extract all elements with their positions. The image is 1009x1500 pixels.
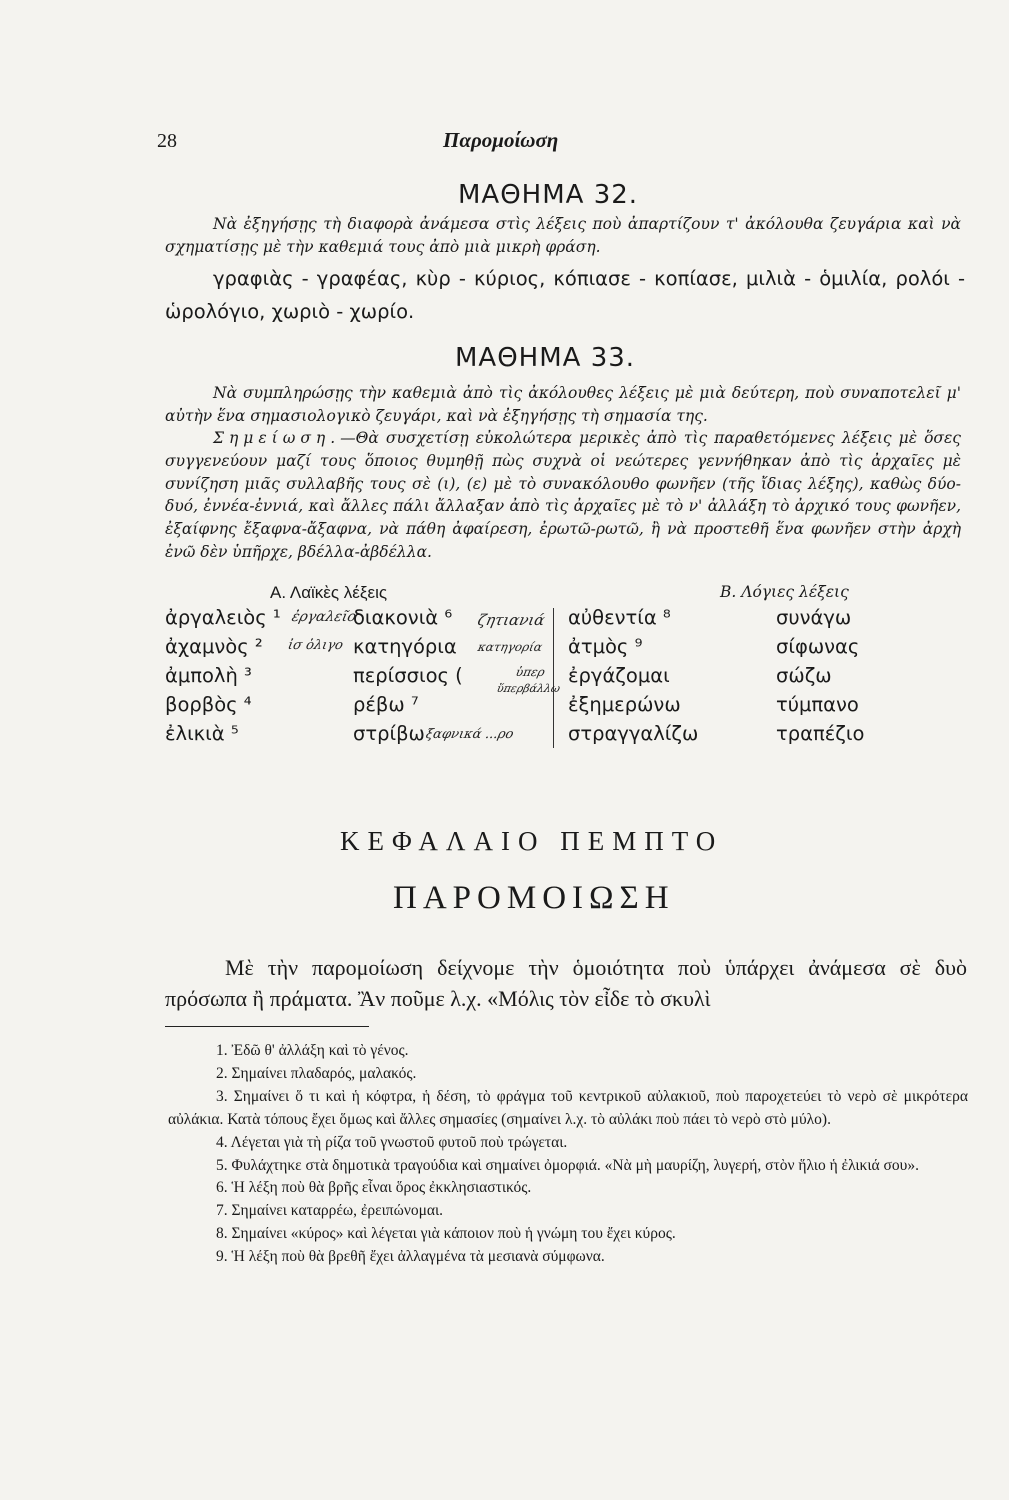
word-item: βορβὸς ⁴ (165, 693, 252, 716)
word-item: σίφωνας (776, 635, 860, 658)
footnote: 6. Ἡ λέξη ποὺ θὰ βρῆς εἶναι ὅρος ἐκκλησιαστικός. (216, 1179, 532, 1197)
chapter-intro: Μὲ τὴν παρομοίωση δείχνομε τὴν ὁμοιότητα ποὺ ὑπάρχει ἀνάμεσα σὲ δυὸ πρόσωπα ἢ πράματα. Ἂν ποῦμε λ.χ. «Μόλις τὸν εἶδε τὸ σκυλὶ (165, 955, 967, 1011)
word-item: ρέβω ⁷ (353, 693, 419, 716)
word-item: ἀτμὸς ⁹ (568, 635, 643, 658)
word-item: ἀχαμνὸς ² (165, 635, 263, 658)
word-item: περίσσιος ( (353, 664, 463, 687)
lesson-32-instruction: Νὰ ἐξηγήσῃς τὴ διαφορὰ ἀνάμεσα στὶς λέξεις ποὺ ἀπαρτίζουν τ' ἀκόλουθα ζευγάρια καὶ νὰ σχηματίσῃς μὲ τὴν καθεμιά τους ἀπὸ μιὰ μικρὴ φράση. (165, 215, 961, 256)
lesson-32-title: ΜΑΘΗΜΑ 32. (458, 180, 639, 210)
note-label: Σημείωση. (213, 429, 341, 447)
word-item: ἐξημερώνω (568, 693, 681, 716)
chapter-title: ΠΑΡΟΜΟΙΩΣΗ (393, 880, 675, 916)
footnote: 7. Σημαίνει καταρρέω, ἐρειπώνομαι. (216, 1202, 444, 1220)
handwritten-note: ἰσ ὁλιγο (286, 638, 345, 653)
word-item: συνάγω (776, 606, 852, 629)
word-item: ἀργαλειὸς ¹ (165, 606, 281, 629)
handwritten-note: ξαφνικά ...ρο (424, 727, 515, 742)
running-title: Παρομοίωση (443, 128, 559, 152)
column-divider (553, 608, 554, 748)
word-item: κατηγόρια (353, 635, 457, 658)
word-item: διακονιὰ ⁶ (353, 606, 453, 629)
chapter-heading: ΚΕΦΑΛΑΙΟ ΠΕΜΠΤΟ (340, 826, 724, 856)
handwritten-note: ἐργαλεῖο (290, 609, 358, 625)
handwritten-note: κατηγορία (476, 640, 544, 654)
footnote: 2. Σημαίνει πλαδαρός, μαλακός. (216, 1064, 417, 1082)
column-b2 (776, 606, 864, 751)
footnote: 9. Ἡ λέξη ποὺ θὰ βρεθῆ ἔχει ἀλλαγμένα τὰ μεσιανὰ σύμφωνα. (216, 1248, 605, 1266)
column-a-title: Α. Λαϊκὲς λέξεις (270, 583, 388, 602)
lesson-33-title: ΜΑΘΗΜΑ 33. (455, 343, 636, 373)
handwritten-note: ὑπερ (514, 665, 547, 679)
word-item: στρίβω (353, 722, 425, 745)
column-b-title: Β. Λόγιες λέξεις (720, 583, 849, 601)
word-item: αὐθεντία ⁸ (568, 606, 671, 629)
column-b1 (568, 606, 698, 751)
footnotes (168, 1040, 968, 1269)
word-item: ἐργάζομαι (568, 664, 670, 687)
note-text: —Θὰ συσχετίσῃ εὐκολώτερα μερικὲς ἀπὸ τὶς παραθετόμενες λέξεις μὲ ὅσες συγγενεύουν μαζί τους ὅποιος θυμηθῇ πὼς συχνὰ οἱ νεώτερες γεννήθηκαν ἀπὸ τὶς ἀρχαῖες μὲ συνίζηση μιᾶς συλλαβῆς τους σὲ (ι), (ε) μὲ τὸ συνακόλουθο φωνῆεν (τῆς ἴδιας λέξης), καθὼς δύο-δυό, ἐννέα-ἐννιά, καὶ ἄλλες πάλι ἄλλαξαν ἀπὸ τὶς ἀρχαῖες μὲ τὸ ν' ἀλλάξη τὸ ἀρχικό τους φωνῆεν, ἐξαίφνης ἔξαφνα-ἄξαφνα, νὰ πάθη ἀφαίρεση, ἐρωτῶ-ρωτῶ, ἢ νὰ προστεθῆ ἕνα φωνῆεν στὴν ἀρχὴ ἐνῶ δὲν ὑπῆρχε, βδέλλα-ἀβδέλλα. (165, 429, 961, 561)
page-number: 28 (157, 130, 177, 152)
word-item: σώζω (776, 664, 832, 687)
footnote-rule (165, 1026, 369, 1027)
word-item: ἀμπολὴ ³ (165, 664, 252, 687)
footnote: 5. Φυλάχτηκε στὰ δημοτικὰ τραγούδια καὶ σημαίνει ὀμορφιά. «Νὰ μὴ μαυρίζη, λυγερή, στὸν ἥλιο ἡ ἐλικιά σου». (216, 1156, 919, 1174)
lesson-33-note (165, 427, 961, 564)
column-a1 (165, 606, 281, 751)
footnote: 8. Σημαίνει «κύρος» καὶ λέγεται γιὰ κάποιον ποὺ ἡ γνώμη του ἔχει κύρος. (216, 1225, 676, 1243)
footnote: 3. Σημαίνει ὅ τι καὶ ἡ κόφτρα, ἡ δέση, τὸ φράγμα τοῦ κεντρικοῦ αὐλακιοῦ, ποὺ παροχετεύει τὸ νερὸ σὲ μικρότερα αὐλάκια. Κατὰ τόπους ἔχει ὅμως καὶ ἄλλες σημασίες (σημαίνει λ.χ. τὸ αὐλάκι ποὺ πάει τὸ νερὸ στὸ μύλο). (168, 1087, 968, 1128)
word-item: τύμπανο (776, 693, 859, 716)
footnote: 1. Ἐδῶ θ' ἀλλάξη καὶ τὸ γένος. (216, 1042, 409, 1059)
lesson-33-instruction: Νὰ συμπληρώσῃς τὴν καθεμιὰ ἀπὸ τὶς ἀκόλουθες λέξεις μὲ μιὰ δεύτερη, ποὺ συναποτελεῖ μ' αὐτὴν ἕνα σημασιολογικὸ ζευγάρι, καὶ νὰ ἐξηγήσῃς τὴ σημασία της. (165, 384, 961, 425)
word-item: ἐλικιὰ ⁵ (165, 722, 239, 745)
lesson-32-pairs: γραφιὰς - γραφέας, κὺρ - κύριος, κόπιασε - κοπίασε, μιλιὰ - ὁμιλία, ρολόι - ὡρολόγιο, χωριὸ - χωρίο. (165, 267, 965, 323)
word-item: τραπέζιο (776, 722, 865, 745)
footnote: 4. Λέγεται γιὰ τὴ ρίζα τοῦ γνωστοῦ φυτοῦ ποὺ τρώγεται. (216, 1133, 568, 1151)
handwritten-note: ὕπερβάλλω (495, 682, 562, 695)
handwritten-note: ζητιανιά (476, 611, 547, 629)
word-item: στραγγαλίζω (568, 722, 699, 745)
